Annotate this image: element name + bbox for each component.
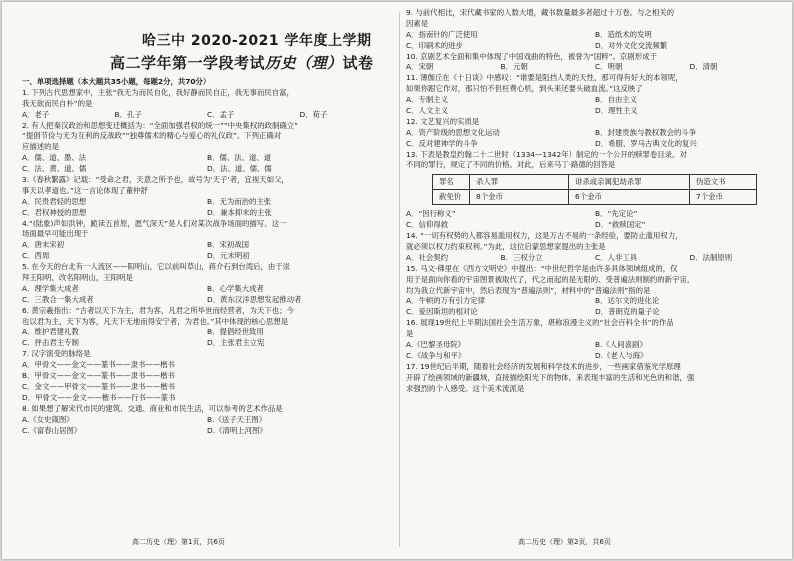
option-d: D．元末明初 (207, 251, 250, 261)
question-line: 均为我立代新宇宙中，然后表现为“普遍法则”，材料中的“普遍法则”指的是 (406, 285, 651, 295)
question-15 (406, 264, 784, 318)
option-b: B．封建贵族与教权教会的斗争 (595, 127, 697, 137)
question-line: 12. 文艺复兴的实质是 (406, 116, 480, 126)
page-2-footer: 高二历史（理）第2页，共6页 (518, 538, 611, 546)
question-options (22, 338, 392, 349)
table-cell: 赦免价 (433, 190, 470, 205)
question-options (22, 251, 392, 262)
option-a: A．维护君建礼教 (22, 327, 79, 337)
question-options (406, 307, 784, 318)
option-d: D．兼本抑末的主张 (207, 207, 272, 217)
question-11 (406, 73, 784, 117)
option-d: D．对外文化交流频繁 (595, 40, 668, 50)
option-a: A．甲骨文——金文——篆书——隶书——楷书 (22, 360, 175, 370)
indulgence-price-table (432, 174, 757, 205)
question-line: 我无欲而民自朴”的是 (22, 98, 93, 108)
question-line: 1. 下列古代思想家中，主张“我无为而民自化，我好静而民自正，我无事而民自富， (22, 87, 294, 97)
option-c: C．金文——甲骨文——篆书——隶书——楷书 (22, 381, 175, 391)
question-line: 9. 与前代相比，宋代藏书家的人数大增，藏书数量最多者超过十万卷。与之相关的 (406, 8, 675, 17)
option-b: B．心学集大成者 (207, 283, 264, 293)
question-options (406, 296, 784, 307)
option-a: A．宋朝 (406, 62, 434, 72)
option-a: A．牛顿的万有引力定律 (406, 296, 485, 306)
option-c: C．西周 (22, 251, 50, 261)
question-options (406, 220, 784, 231)
question-line: 16. 展现19世纪上半期法国社会生活万象，堪称浪漫主义的“社会百科全书”的作品 (406, 318, 674, 328)
option-a: A.《女史箴图》 (22, 414, 74, 424)
question-options (22, 240, 392, 251)
option-d: D．甲骨文——金文——楷书——行书——篆书 (22, 392, 176, 402)
question-line: 14. “一切有权势的人都容易滥用权力，这是万古不易的一条经验，要防止滥用权力， (406, 231, 683, 241)
question-7 (22, 349, 392, 403)
question-line: 就必须以权力约束权利。”为此，这位启蒙思想家提出的主张是 (406, 242, 606, 252)
question-5 (22, 262, 392, 306)
table-cell: 伪造文书 (690, 175, 757, 190)
option-a: A．理学集大成者 (22, 283, 79, 293)
question-line: 11. 薄伽丘在《十日谈》中感叹：“谁要是阻挡人类的天性，那可得有好大的本领呢， (406, 73, 683, 83)
option-a: A．指南针的广泛使用 (406, 29, 478, 39)
option-b: B．达尔文的进化论 (595, 296, 660, 306)
question-options (406, 351, 784, 362)
question-line: 不同的罪行，规定了不同的价格。对此，后来马丁·路德的回答是 (406, 160, 616, 170)
option-a: A．民贵君轻的思想 (22, 196, 87, 206)
option-b: B．造纸术的发明 (595, 29, 652, 39)
option-b: B．宋初战国 (207, 240, 250, 250)
option-b: B.《送子天王图》 (207, 414, 267, 424)
column-divider (399, 12, 400, 547)
question-6 (22, 306, 392, 350)
exam-title-part-3: 试卷 (342, 54, 374, 72)
table-row (433, 175, 757, 190)
question-line: 6. 黄宗羲指出：“古者以天下为主，君为客，凡君之所毕世而经营者，为天下也；今 (22, 305, 294, 315)
option-b: B．元朝 (500, 62, 528, 72)
option-c: C．爱因斯坦的相对论 (406, 307, 478, 317)
question-4 (22, 219, 392, 263)
question-line: 7. 汉字演变的脉络是 (22, 349, 91, 359)
exam-paper-sheet (2, 2, 792, 559)
option-a: A．唐末宋初 (22, 240, 65, 250)
question-line: 拜王阳明，改名阳明山，王阳明是 (22, 273, 133, 283)
option-a: A．资产阶级的思想文化运动 (406, 127, 500, 137)
exam-title (110, 52, 374, 73)
question-options (406, 128, 784, 139)
question-13 (406, 150, 784, 232)
question-options (406, 62, 784, 73)
page-2-column (406, 2, 784, 559)
question-line: 2. 有人把秦汉政治和思想变迁概括为：“全面加强君权的统一”“中央集权的政制确立” (22, 120, 299, 130)
question-options (22, 197, 392, 208)
question-1 (22, 88, 392, 121)
option-b: B．提倡经世致用 (207, 327, 264, 337)
question-options (406, 139, 784, 150)
question-14 (406, 231, 784, 264)
question-options (406, 30, 784, 41)
question-options (22, 426, 392, 437)
option-c: C．反对建神学的斗争 (406, 138, 478, 148)
question-16 (406, 318, 784, 362)
question-options (22, 208, 392, 219)
section-heading: 一、单项选择题（本大题共35小题，每题2分，共70分） (22, 77, 211, 86)
question-line: “提倡节俭与无为互利的反战政”“独尊儒术的精心与爱心的礼仪政”。下列正确对 (22, 131, 282, 141)
question-line: 17. 19世纪后半期，随着社会经济的发展和科学技术的进步，一些画家借鉴光学原理 (406, 361, 681, 371)
option-a: A．老子 (22, 109, 50, 119)
question-line: 3.《春秋繁露》记载：“受命之君，天意之所予也，故号为‘天子’者，宜视天如父， (22, 175, 289, 185)
question-options (406, 106, 784, 117)
table-cell: 罪名 (433, 175, 470, 190)
option-b: B.《人间喜剧》 (595, 340, 647, 350)
option-c: C．法、黄、道、儒 (22, 164, 87, 174)
question-line: 开辟了绘画领域的新疆域，直接描绘阳光下的物体，来表现丰富的生活和光色的和谐，强 (406, 372, 695, 382)
option-b: B．儒、法、道、道 (207, 153, 272, 163)
option-c: C.《富春山居图》 (22, 425, 82, 435)
option-d: D．希腊、罗马古典文化的复兴 (595, 138, 697, 148)
question-line: 13. 下表是教皇约翰二十二世时（1334—1342年）制定的一个公开的赎罪卷目录。对 (406, 149, 687, 159)
option-b: B．自由主义 (595, 95, 638, 105)
question-options (22, 415, 392, 426)
option-c: C．人文主义 (406, 106, 449, 116)
exam-title-part-1: 高二学年第一学段考试 (110, 54, 266, 72)
question-line: 是 (406, 329, 414, 339)
option-d: D．荀子 (299, 109, 328, 119)
option-b: B．孔子 (114, 109, 142, 119)
option-c: C．君权神授的思想 (22, 207, 87, 217)
question-options (406, 95, 784, 106)
question-12 (406, 117, 784, 150)
question-10 (406, 52, 784, 74)
option-a: A．社会契约 (406, 252, 449, 262)
option-a: A．“因行称义” (406, 209, 456, 219)
table-cell: 诽杀或亲属犯劫杀罪 (569, 175, 690, 190)
question-line: 10. 京剧艺术全面和集中体现了中国戏曲的特色，被誉为“国粹”。京剧形成于 (406, 51, 657, 61)
question-8 (22, 404, 392, 437)
question-line: 15. 马文·佛里在《西方文明史》中提出：“中世纪哲学是由许多具体领域组成的，仅 (406, 263, 678, 273)
table-cell: 7个金币 (690, 190, 757, 205)
question-line: 如果你跟它作对，那只怕不但枉费心机，到头来还要头破血流。”这反映了 (406, 84, 643, 94)
option-b: B．甲骨文——金文——篆书——隶书——楷书 (22, 371, 175, 381)
table-cell: 杀人罪 (470, 175, 569, 190)
option-d: D．主张君主立宪 (207, 338, 265, 348)
question-options (406, 41, 784, 52)
question-line: 应描述的是 (22, 142, 59, 152)
option-d: D．法制原则 (689, 252, 733, 262)
option-c: C．印刷术的进步 (406, 40, 463, 50)
table-cell: 8个金币 (470, 190, 569, 205)
question-line: 4.“(陆象)声如洪钟，跪读五首原，愿气深天”是人们对某次战争场面的描写。这一 (22, 218, 287, 228)
question-options (22, 295, 392, 306)
option-c: C．抨击君主专制 (22, 338, 79, 348)
question-options (406, 209, 784, 220)
table-cell: 6个金币 (569, 190, 690, 205)
question-options (22, 164, 392, 175)
question-line: 场面最早可能出现于 (22, 229, 89, 239)
exam-title-subject: 历史（理） (265, 54, 343, 72)
option-b: B．无为而治的主张 (207, 196, 272, 206)
page-1-footer: 高二历史（理）第1页，共6页 (132, 538, 225, 546)
school-term-title: 哈三中 2020-2021 学年度上学期 (142, 33, 372, 49)
option-c: C．人非工具 (595, 252, 638, 262)
question-2 (22, 121, 392, 175)
option-b: B．“先定论” (595, 209, 638, 219)
option-c: C．明朝 (595, 62, 623, 72)
option-d: D．法、道、儒、儒 (207, 164, 272, 174)
table-row (433, 190, 757, 205)
question-options (22, 110, 392, 121)
question-9 (406, 8, 784, 52)
option-d: D．普朗克的量子论 (595, 307, 660, 317)
question-options (22, 153, 392, 164)
option-b: B．三权分立 (500, 252, 543, 262)
option-d: D．清朝 (689, 62, 718, 72)
question-3 (22, 175, 392, 219)
question-line: 5. 在今天的台北有一人流区——阳明山，它以前叫草山，蒋介石到台湾后，由于崇 (22, 262, 291, 272)
question-line: 因素是 (406, 18, 429, 28)
question-line: 事天以孝道也。”这一言论体现了董仲舒 (22, 185, 148, 195)
option-a: A.《巴黎圣母院》 (406, 340, 466, 350)
option-d: D．“救赎国定” (595, 220, 646, 230)
option-a: A．专制主义 (406, 95, 449, 105)
question-options (406, 253, 784, 264)
option-d: D.《清明上河图》 (207, 425, 267, 435)
option-d: D．黄东汉洋思想发起推动者 (207, 294, 302, 304)
page-1-questions (22, 77, 392, 436)
option-c: C．孟子 (207, 109, 235, 119)
option-c: C．三教合一集大成者 (22, 294, 94, 304)
question-line: 用于是面向你看的宇宙图景被取代了，代之而起的是无限的、受普遍法则制约的新宇宙， (406, 274, 695, 284)
option-a: A．儒、道、墨、法 (22, 153, 87, 163)
page-1-column (14, 2, 392, 559)
option-c: C．信仰得救 (406, 220, 449, 230)
page-2-questions (406, 8, 784, 395)
question-line: 8. 如果想了解宋代市民的建筑、交通、商业和市民生活，可以参考的艺术作品是 (22, 403, 283, 413)
question-line: 也以君为主，天下为客，凡天下无地而得安宁者，为君也。”其中体现的核心思想是 (22, 316, 289, 326)
question-options (22, 327, 392, 338)
question-17 (406, 362, 784, 395)
question-options (22, 284, 392, 295)
option-d: D．理性主义 (595, 106, 638, 116)
option-d: D.《老人与海》 (595, 350, 648, 360)
question-line: 求强烈的个人感受。这个美术流派是 (406, 383, 525, 393)
question-options (406, 340, 784, 351)
option-c: C.《战争与和平》 (406, 350, 466, 360)
